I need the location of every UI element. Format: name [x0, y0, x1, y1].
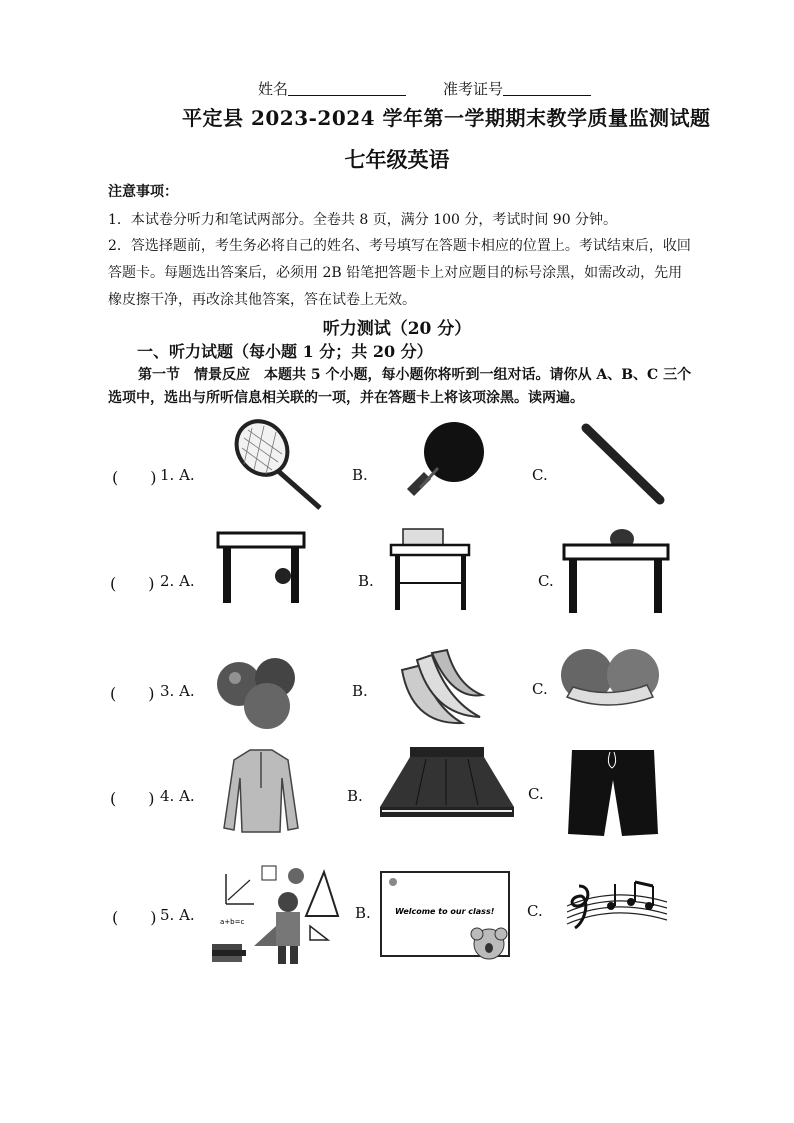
shorts-icon	[566, 746, 660, 838]
q4-answer-paren: ( )	[110, 789, 155, 808]
instruction-line-2: 选项中，选出与所听信息相关联的一项，并在答题卡上将该项涂黑。读两遍。	[108, 390, 584, 406]
ping-pong-paddle-icon	[408, 420, 488, 500]
notice-item-2-line-2: 答题卡。每题选出答案后，必须用 2B 铅笔把答题卡上对应题目的标号涂黑，如需改动，先用	[108, 265, 683, 281]
id-label: 准考证号	[443, 80, 504, 98]
board-text: Welcome to our class!	[395, 907, 495, 916]
name-label: 姓名	[258, 80, 289, 98]
q3-label-c: C.	[532, 680, 548, 698]
q2-label-b: B.	[358, 572, 374, 590]
bananas-icon	[392, 645, 488, 730]
notice-heading: 注意事项：	[108, 184, 178, 200]
q5-label-a: 5. A.	[160, 906, 195, 924]
q3-answer-paren: ( )	[110, 684, 155, 703]
math-formula: a+b=c	[220, 918, 245, 926]
q2-answer-paren: ( )	[110, 574, 155, 593]
q3-label-b: B.	[352, 682, 368, 700]
q2-label-a: 2. A.	[160, 572, 195, 590]
table-ball-on-icon	[560, 525, 672, 617]
subject-title: 七年级英语	[344, 147, 450, 172]
table-books-icon	[383, 525, 478, 615]
id-field	[443, 78, 591, 99]
q2-label-c: C.	[538, 572, 554, 590]
q4-label-a: 4. A.	[160, 787, 195, 805]
oranges-icon	[557, 645, 662, 713]
notice-item-1: 1．本试卷分听力和笔试两部分。全卷共 8 页，满分 100 分，考试时间 90 分钟。	[108, 212, 618, 228]
shirt-icon	[222, 748, 300, 834]
math-icon	[206, 860, 341, 968]
section-title: 听力测试（20 分）	[322, 319, 472, 339]
welcome-board-icon	[379, 870, 514, 970]
q4-label-b: B.	[347, 787, 363, 805]
apples-icon	[215, 654, 305, 730]
q1-label-c: C.	[532, 466, 548, 484]
tennis-racket-icon	[232, 418, 332, 513]
instruction-line-1: 第一节 情景反应 本题共 5 个小题，每小题你将听到一组对话。请你从 A、B、C 三个	[138, 367, 692, 383]
id-underline	[503, 81, 591, 96]
q5-label-c: C.	[527, 902, 543, 920]
name-underline	[288, 81, 406, 96]
part-one-title: 一、听力试题（每小题 1 分；共 20 分）	[137, 342, 433, 361]
q1-answer-paren: ( )	[112, 468, 157, 487]
q5-answer-paren: ( )	[112, 908, 157, 927]
name-field	[258, 78, 406, 99]
table-ball-under-icon	[215, 528, 310, 608]
notice-item-2-line-3: 橡皮擦干净，再改涂其他答案，答在试卷上无效。	[108, 292, 416, 308]
baseball-bat-icon	[580, 422, 670, 507]
q1-label-b: B.	[352, 466, 368, 484]
music-notes-icon	[563, 876, 671, 936]
q5-label-b: B.	[355, 904, 371, 922]
q3-label-a: 3. A.	[160, 682, 195, 700]
q4-label-c: C.	[528, 785, 544, 803]
notice-item-2-line-1: 2．答选择题前，考生务必将自己的姓名、考号填写在答题卡相应的位置上。考试结束后，收回	[108, 238, 691, 254]
exam-title: 平定县 2023-2024 学年第一学期期末教学质量监测试题	[182, 106, 711, 130]
q1-label-a: 1. A.	[160, 466, 195, 484]
skirt-icon	[376, 745, 518, 823]
